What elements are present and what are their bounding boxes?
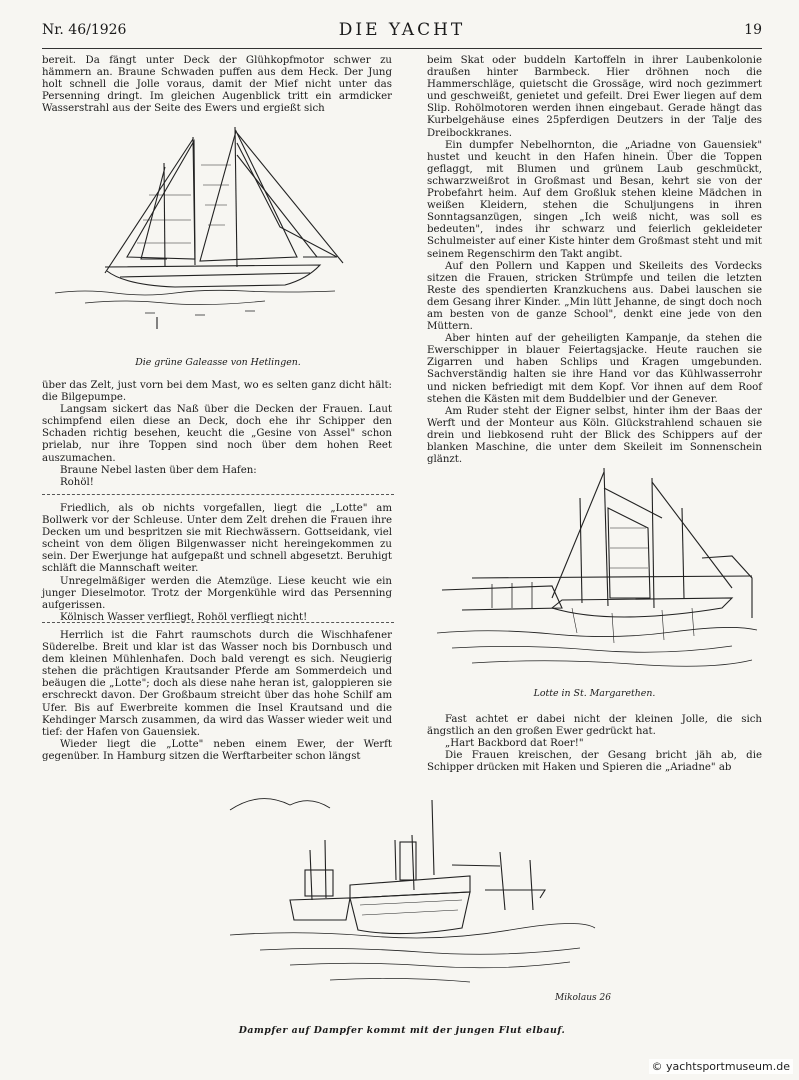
left-column-journey xyxy=(42,630,392,763)
header-rule xyxy=(42,48,762,49)
paragraph: Unregelmäßiger werden die Atemzüge. Liese keucht wie ein junger Dieselmotor. Trotz der Morgenkühle wird das Persenning aufgerissen. xyxy=(42,575,392,611)
paragraph: über das Zelt, just vorn bei dem Mast, wo es selten ganz dicht hält: die Bilgepumpe. xyxy=(42,380,392,404)
section-divider xyxy=(42,622,394,623)
paragraph: Braune Nebel lasten über dem Hafen: xyxy=(60,464,257,476)
harbour-illustration xyxy=(432,458,762,683)
magazine-title: DIE YACHT xyxy=(338,20,466,40)
artist-signature: Mikolaus 26 xyxy=(555,993,611,1003)
paragraph: bereit. Da fängt unter Deck der Glühkopfmotor schwer zu hämmern an. Braune Schwaden puffen aus dem Heck. Der Jung holt schnell die Jolle voraus, damit der Mief nicht unter das Persenning dringt. Im gleichen Augenblick tritt ein armdicker Wasserstrahl aus der Seite des Ewers und ergießt sich xyxy=(42,55,392,115)
left-column-lotte xyxy=(42,503,392,624)
right-column-top xyxy=(427,55,762,466)
paragraph: Die Frauen kreischen, der Gesang bricht jäh ab, die Schipper drücken mit Haken und Spieren die „Ariadne" ab xyxy=(427,750,762,774)
paragraph: Wieder liegt die „Lotte" neben einem Ewer, der Werft gegenüber. In Hamburg sitzen die Werftarbeiter schon längst xyxy=(42,738,392,762)
paragraph: Friedlich, als ob nichts vorgefallen, liegt die „Lotte" am Bollwerk vor der Schleuse. Unter dem Zelt drehen die Frauen ihre Decken um und bespritzen sie mit Riechwässern. Gottseidank, viel scheint von dem öligen Bilgenwasser nicht hereingekommen zu sein. Der Ewerjunge hat aufgepaßt und schnell abgesetzt. Beruhigt schläft die Mannschaft weiter. xyxy=(42,503,392,575)
paragraph: beim Skat oder buddeln Kartoffeln in ihrer Laubenkolonie draußen hinter Barmbeck. Hier dröhnen noch die Hammerschläge, quietscht die Grossäge, wird noch gezimmert und geschweißt, genietet und gefeilt. Drei Ewer liegen auf dem Slip. Rohölmotoren werden ihnen eingebaut. Gerade hängt das Kurbelgehäuse eines 25pferdigen Deutzers in der Talje des Dreibockkranes. xyxy=(427,55,762,139)
paragraph: Langsam sickert das Naß über die Decken der Frauen. Laut schimpfend eilen diese an Deck, doch ehe ihr Schipper den Schaden richtig besehen, keucht die „Gesine von Assel" schon prielab, nur ihre Toppen sind noch über dem hohen Reet auszumachen. xyxy=(42,404,392,464)
issue-number: Nr. 46/1926 xyxy=(42,22,127,38)
paragraph: Fast achtet er dabei nicht der kleinen Jolle, die sich ängstlich an den großen Ewer gedrückt hat. xyxy=(427,714,762,738)
paragraph: Ein dumpfer Nebelhornton, die „Ariadne von Gauensiek" hustet und keucht in den Hafen hinein. Über die Toppen geflaggt, mit Blumen und grünem Laub geschmückt, schwarzweißrot in Großmast und Besan, kehrt sie von der Probefahrt heim. Auf dem Großluk stehen kleine Mädchen in weißen Kleidern, stehen die Schuljungens in ihren Sonntagsanzügen, singen „Ich weiß nicht, was soll es bedeuten", indes ihr schwarz und feierlich gekleideter Schulmeister auf einer Kiste hinter dem Großmast steht und mit seinem Regenschirm den Takt angibt. xyxy=(427,139,762,260)
caption-lotte: Lotte in St. Margarethen. xyxy=(533,688,656,699)
page-number: 19 xyxy=(744,22,762,38)
paragraph: Rohöl! xyxy=(60,476,94,488)
left-column-bilge xyxy=(42,380,392,489)
sailing-ship-illustration xyxy=(45,125,345,353)
page-header xyxy=(42,22,762,42)
steamer-illustration xyxy=(200,780,611,1020)
caption-galeasse: Die grüne Galeasse von Hetlingen. xyxy=(135,357,301,368)
copyright-notice: © yachtsportmuseum.de xyxy=(649,1059,793,1074)
paragraph: „Hart Backbord dat Roer!" xyxy=(445,738,584,750)
section-divider xyxy=(42,494,394,495)
paragraph: Am Ruder steht der Eigner selbst, hinter ihm der Baas der Werft und der Monteur aus Köln. Glückstrahlend schauen sie drein und liebkosend ruht der Blick des Schippers auf der blanken Maschine, die unter dem Skeileit im Sonnenschein glänzt. xyxy=(427,405,762,466)
paragraph: Auf den Pollern und Kappen und Skeileits des Vordecks sitzen die Frauen, stricken Strümpfe und teilen die letzten Reste des spendierten Kranzkuchens aus. Dabei lauschen sie dem Gesang ihrer Kinder. „Min lütt Jehanne, de singt doch noch am besten von de ganze School", denkt eine jede von den Müttern. xyxy=(427,260,762,333)
right-column-bottom xyxy=(427,714,762,774)
paragraph: Kölnisch Wasser verfliegt, Rohöl verfliegt nicht! xyxy=(60,611,308,623)
paragraph: Herrlich ist die Fahrt raumschots durch die Wischhafener Süderelbe. Breit und klar ist das Wasser noch bis Dornbusch und dem kleinen Mühlenhafen. Doch bald verengt es sich. Neugierig stehen die prächtigen Krautsander Pferde am Sommerdeich und beäugen die „Lotte"; doch als diese nahe heran ist, galoppieren sie erschreckt davon. Der Großbaum streicht über das hohe Schilf am Ufer. Bis auf Ewerbreite kommen die Insel Krautsand und die Kehdinger Marsch zusammen, da wird das Wasser wieder weit und tief: der Hafen von Gauensiek. xyxy=(42,630,392,738)
caption-steamers: Dampfer auf Dampfer kommt mit der jungen Flut elbauf. xyxy=(238,1025,566,1036)
paragraph: Aber hinten auf der geheiligten Kampanje, da stehen die Ewerschipper in blauer Feiertagsjacke. Heute rauchen sie Zigarren und haben Schlips und Kragen umgebunden. Sachverständig halten sie ihre Hand vor das Kühlwasserrohr und nicken befriedigt mit dem Kopf. Vor ihnen auf dem Roof stehen die Kästen mit dem Buddelbier und der Genever. xyxy=(427,333,762,405)
left-column-top xyxy=(42,55,392,115)
